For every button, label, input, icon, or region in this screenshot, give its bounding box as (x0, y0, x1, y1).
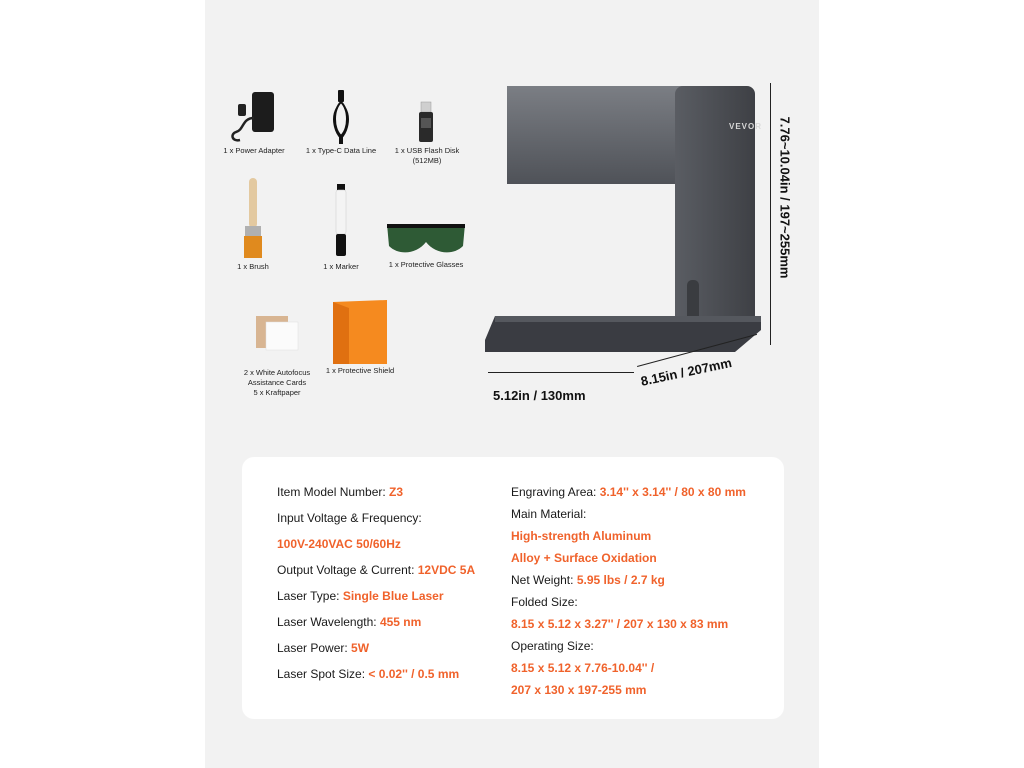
spec-net-weight: Net Weight: 5.95 lbs / 2.7 kg (511, 573, 665, 587)
marker-icon (329, 182, 353, 262)
spec-laser-spot-size: Laser Spot Size: < 0.02'' / 0.5 mm (277, 667, 460, 681)
type-c-cable-icon (311, 88, 371, 146)
accessory-type-c-cable (301, 88, 381, 156)
accessory-label: 1 x USB Flash Disk (394, 146, 460, 155)
spec-engraving-area: Engraving Area: 3.14'' x 3.14'' / 80 x 80 mm (511, 485, 746, 499)
brush-icon (233, 176, 273, 262)
accessory-sublabel: (512MB) (412, 156, 442, 165)
spec-operating-size-value-1: 8.15 x 5.12 x 7.76-10.04'' / (511, 661, 655, 675)
dimension-width-label: 5.12in / 130mm (493, 388, 586, 403)
accessory-label: 1 x Protective Glasses (388, 260, 464, 269)
spec-folded-size-label: Folded Size: (511, 595, 578, 609)
dimension-height-label: 7.76~10.04in / 197~255mm (777, 116, 793, 279)
usb-flash-disk-icon (407, 100, 447, 146)
accessory-protective-glasses (381, 216, 471, 270)
brand-logo: VEVOR (729, 122, 763, 131)
accessory-marker (311, 182, 371, 272)
spec-operating-size-value-2: 207 x 130 x 197-255 mm (511, 683, 647, 697)
accessory-label: 1 x Brush (237, 262, 269, 271)
spec-laser-type: Laser Type: Single Blue Laser (277, 589, 444, 603)
protective-glasses-icon (383, 216, 469, 260)
product-canvas (205, 0, 819, 768)
accessory-label: 1 x Power Adapter (223, 146, 285, 155)
accessory-label: 2 x White Autofocus (243, 368, 311, 377)
spec-folded-size-value: 8.15 x 5.12 x 3.27'' / 207 x 130 x 83 mm (511, 617, 729, 631)
protective-shield-icon (329, 298, 391, 366)
accessory-sublabel: 5 x Kraftpaper (253, 388, 301, 397)
spec-laser-wavelength: Laser Wavelength: 455 nm (277, 615, 422, 629)
accessory-usb-flash-disk (387, 100, 467, 166)
dimension-line-height (770, 83, 773, 345)
dimension-depth-label: 8.15in / 207mm (639, 354, 734, 389)
accessory-power-adapter (219, 88, 289, 156)
spec-main-material-label: Main Material: (511, 507, 587, 521)
spec-output-voltage: Output Voltage & Current: 12VDC 5A (277, 563, 476, 577)
spec-model: Item Model Number: Z3 (277, 485, 404, 499)
laser-engraver-image (475, 80, 795, 400)
dimension-line-width (488, 372, 634, 373)
autofocus-cards-icon (252, 314, 302, 354)
spec-main-material-value-1: High-strength Aluminum (511, 529, 652, 543)
spec-main-material-value-2: Alloy + Surface Oxidation (511, 551, 657, 565)
accessory-brush (223, 176, 283, 272)
spec-laser-power: Laser Power: 5W (277, 641, 370, 655)
spec-card (242, 457, 784, 719)
accessory-label: 1 x Type-C Data Line (305, 146, 377, 155)
accessory-label-line2: Assistance Cards (247, 378, 307, 387)
accessory-label: 1 x Protective Shield (325, 366, 395, 375)
spec-input-voltage-label: Input Voltage & Frequency: (277, 511, 422, 525)
accessory-autofocus-cards (231, 314, 323, 398)
spec-operating-size-label: Operating Size: (511, 639, 594, 653)
accessory-protective-shield (317, 298, 403, 376)
spec-input-voltage-value: 100V-240VAC 50/60Hz (277, 537, 401, 551)
accessory-label: 1 x Marker (323, 262, 359, 271)
power-adapter-icon (224, 88, 284, 146)
